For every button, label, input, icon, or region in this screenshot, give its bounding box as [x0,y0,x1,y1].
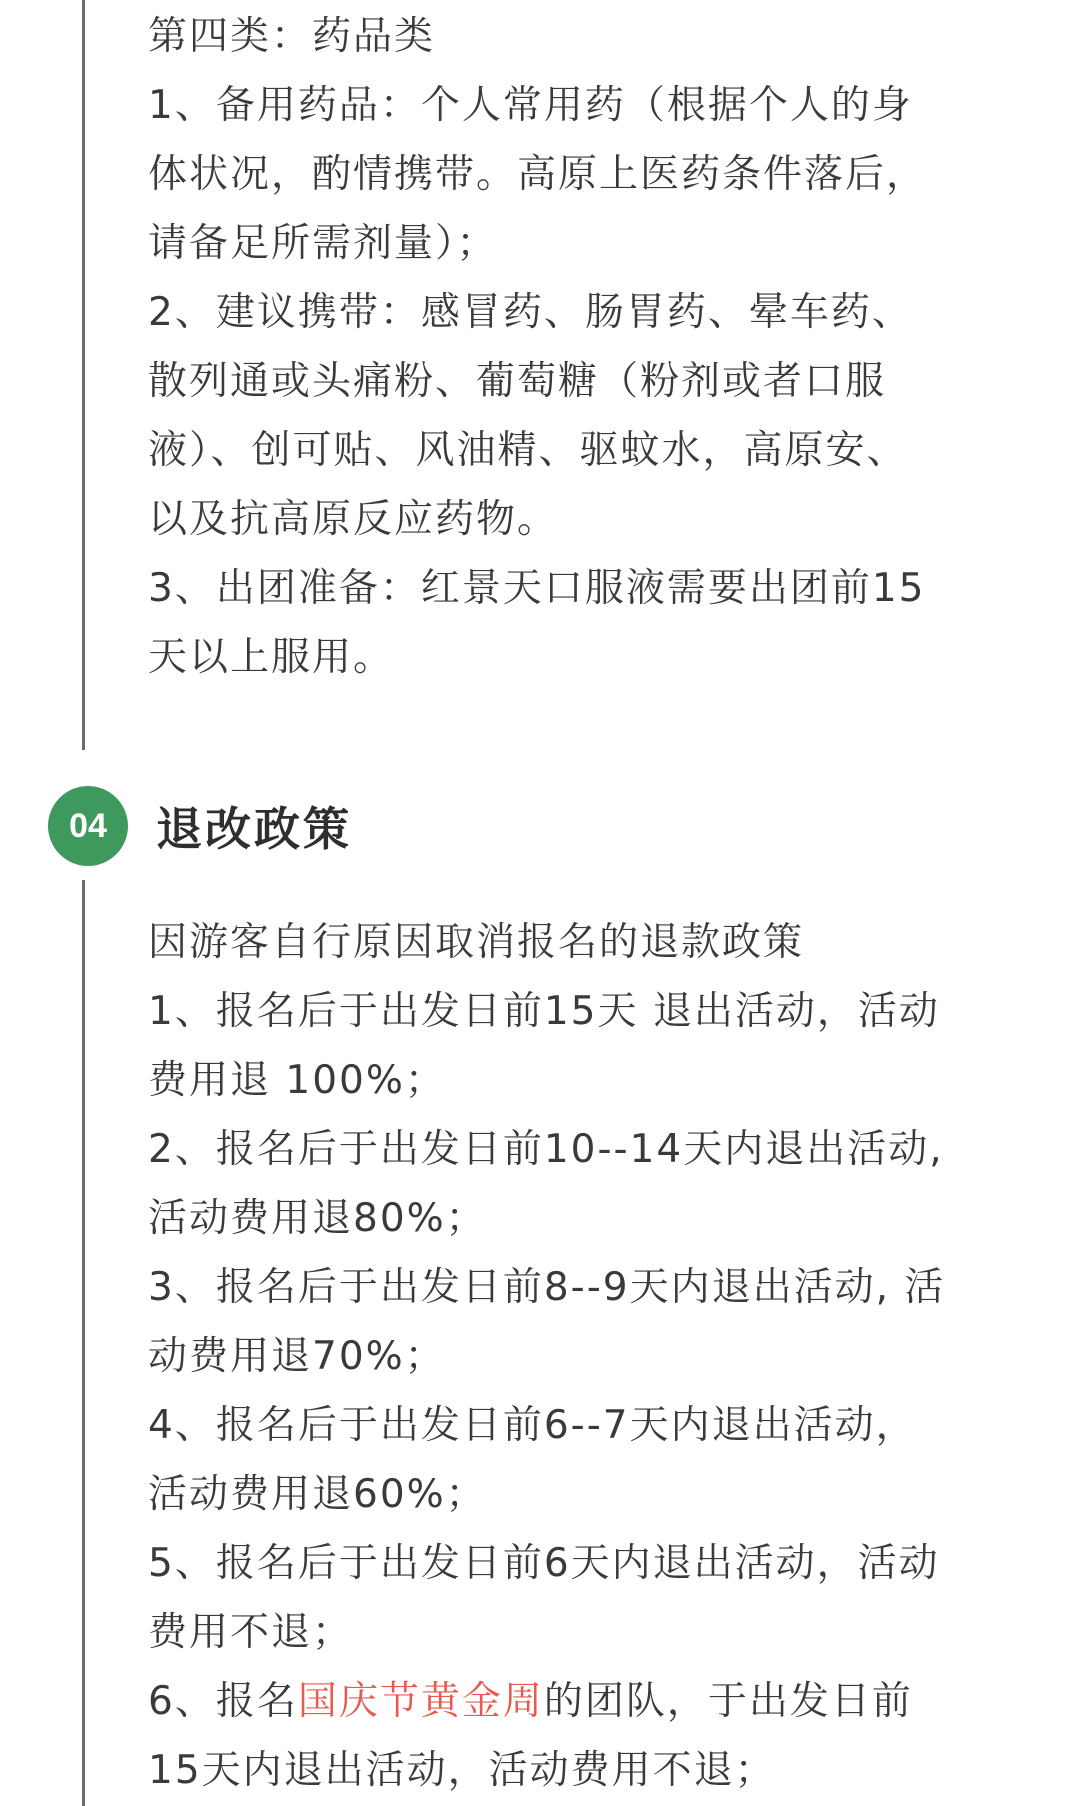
refund-item-2: 2、报名后于出发日前10--14天内退出活动, 活动费用退80%； [148,1127,944,1241]
medicine-item-3: 3、出团准备：红景天口服液需要出团前15天以上服用。 [148,566,926,680]
refund-section-header [48,786,352,866]
refund-item-6-suffix: 的团队，于出发日前15天内退出活动，活动费用不退； [148,1679,913,1793]
refund-item-3: 3、报名后于出发日前8--9天内退出活动, 活动费用退70%； [148,1265,946,1379]
timeline-line-bottom [82,880,85,1806]
refund-intro: 因游客自行原因取消报名的退款政策 [148,920,805,965]
medicine-heading: 第四类：药品类 [148,14,436,59]
refund-item-6-prefix: 6、报名 [148,1679,298,1724]
refund-item-6 [148,1667,948,1805]
refund-item-5: 5、报名后于出发日前6天内退出活动，活动费用不退； [148,1541,940,1655]
medicine-section [148,2,948,692]
refund-item-1: 1、报名后于出发日前15天 退出活动，活动费用退 100%； [148,989,940,1103]
refund-policy [148,908,948,1805]
medicine-item-1: 1、备用药品：个人常用药（根据个人的身体状况，酌情携带。高原上医药条件落后，请备足所需剂量）； [148,83,928,266]
medicine-item-2: 2、建议携带：感冒药、肠胃药、晕车药、散列通或头痛粉、葡萄糖（粉剂或者口服液）、创可贴、风油精、驱蚊水，高原安、以及抗高原反应药物。 [148,290,913,542]
section-title: 退改政策 [156,802,352,856]
timeline-line-top [82,0,85,750]
refund-item-4: 4、报名后于出发日前6--7天内退出活动，活动费用退60%； [148,1403,917,1517]
section-number-badge: 04 [48,786,128,866]
golden-week-highlight: 国庆节黄金周 [297,1679,544,1724]
